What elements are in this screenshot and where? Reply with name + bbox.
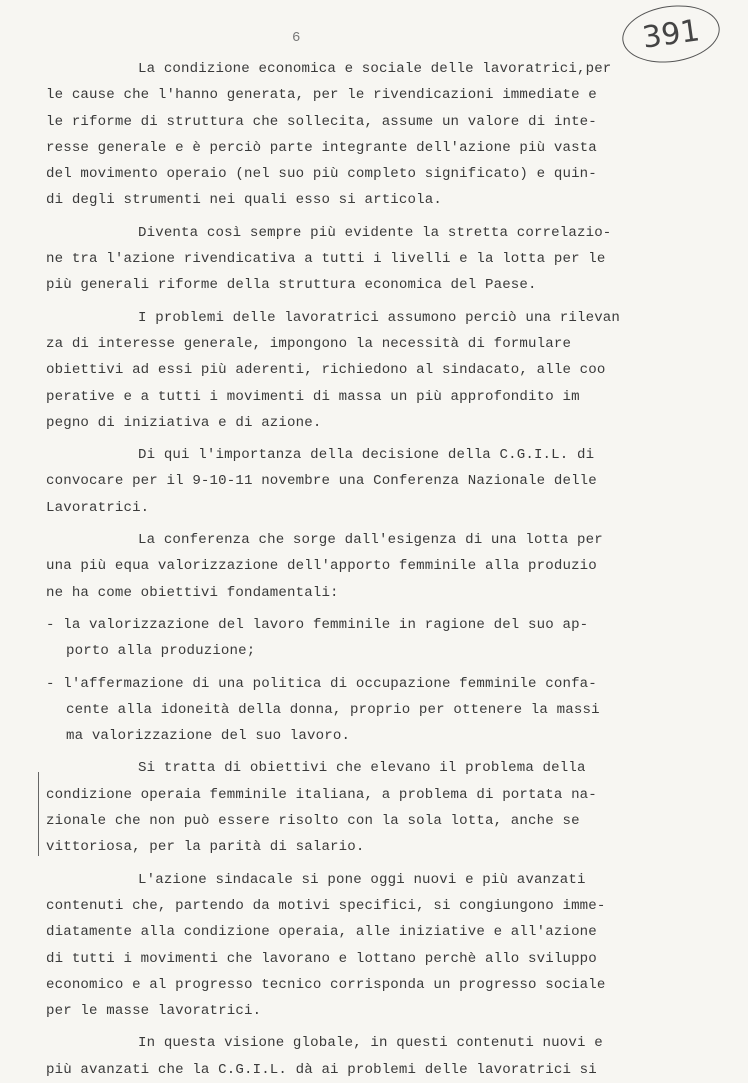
text-line: ne tra l'azione rivendicativa a tutti i livelli e la lotta per le: [46, 251, 606, 268]
text-line: economico e al progresso tecnico corrisponda un progresso sociale: [46, 976, 606, 993]
text-line: Lavoratrici.: [46, 499, 150, 516]
text-line: le cause che l'hanno generata, per le rivendicazioni immediate e: [46, 87, 597, 104]
archive-number: 391: [640, 12, 702, 56]
text-line: La conferenza che sorge dall'esigenza di una lotta per: [138, 532, 603, 549]
text-line: contenuti che, partendo da motivi specifici, si congiungono imme-: [46, 897, 606, 914]
bullet-line: - l'affermazione di una politica di occupazione femminile confa-: [46, 675, 597, 692]
text-line: ne ha come obiettivi fondamentali:: [46, 584, 339, 601]
text-line: le riforme di struttura che sollecita, assume un valore di inte-: [46, 113, 597, 130]
text-line: za di interesse generale, impongono la necessità di formulare: [46, 335, 572, 352]
text-line: per le masse lavoratrici.: [46, 1003, 262, 1020]
text-line: obiettivi ad essi più aderenti, richiedono al sindacato, alle coo: [46, 362, 606, 379]
text-line: più avanzati che la C.G.I.L. dà ai problemi delle lavoratrici si: [46, 1061, 597, 1078]
text-line: di tutti i movimenti che lavorano e lottano perchè allo sviluppo: [46, 950, 597, 967]
text-line: resse generale e è perciò parte integrante dell'azione più vasta: [46, 139, 597, 156]
text-line: di degli strumenti nei quali esso si articola.: [46, 192, 442, 209]
page-number: 6: [292, 30, 301, 46]
margin-mark: [38, 772, 39, 856]
text-line: del movimento operaio (nel suo più completo significato) e quin-: [46, 166, 597, 183]
text-line: In questa visione globale, in questi contenuti nuovi e: [138, 1035, 603, 1052]
text-line: vittoriosa, per la parità di salario.: [46, 839, 365, 856]
bullet-line: ma valorizzazione del suo lavoro.: [66, 728, 351, 745]
text-line: una più equa valorizzazione dell'apporto femminile alla produzio: [46, 558, 597, 575]
text-line: più generali riforme della struttura economica del Paese.: [46, 277, 537, 294]
text-line: pegno di iniziativa e di azione.: [46, 414, 322, 431]
bullet-line: - la valorizzazione del lavoro femminile in ragione del suo ap-: [46, 616, 589, 633]
bullet-line: cente alla idoneità della donna, proprio per ottenere la massi: [66, 701, 600, 718]
text-line: La condizione economica e sociale delle lavoratrici,per: [138, 61, 612, 77]
document-text: [46, 56, 636, 1083]
text-line: Di qui l'importanza della decisione della C.G.I.L. di: [138, 447, 595, 464]
text-line: zionale che non può essere risolto con la sola lotta, anche se: [46, 813, 580, 830]
text-line: condizione operaia femminile italiana, a problema di portata na-: [46, 786, 597, 803]
text-line: L'azione sindacale si pone oggi nuovi e più avanzati: [138, 871, 586, 888]
text-line: perative e a tutti i movimenti di massa un più approfondito im: [46, 388, 580, 405]
text-line: Si tratta di obiettivi che elevano il problema della: [138, 760, 586, 777]
text-line: Diventa così sempre più evidente la stretta correlazio-: [138, 224, 612, 241]
bullet-line: porto alla produzione;: [66, 643, 256, 660]
text-line: diatamente alla condizione operaia, alle iniziative e all'azione: [46, 924, 597, 941]
text-line: I problemi delle lavoratrici assumono perciò una rilevan: [138, 309, 621, 326]
text-line: convocare per il 9-10-11 novembre una Conferenza Nazionale delle: [46, 473, 597, 490]
